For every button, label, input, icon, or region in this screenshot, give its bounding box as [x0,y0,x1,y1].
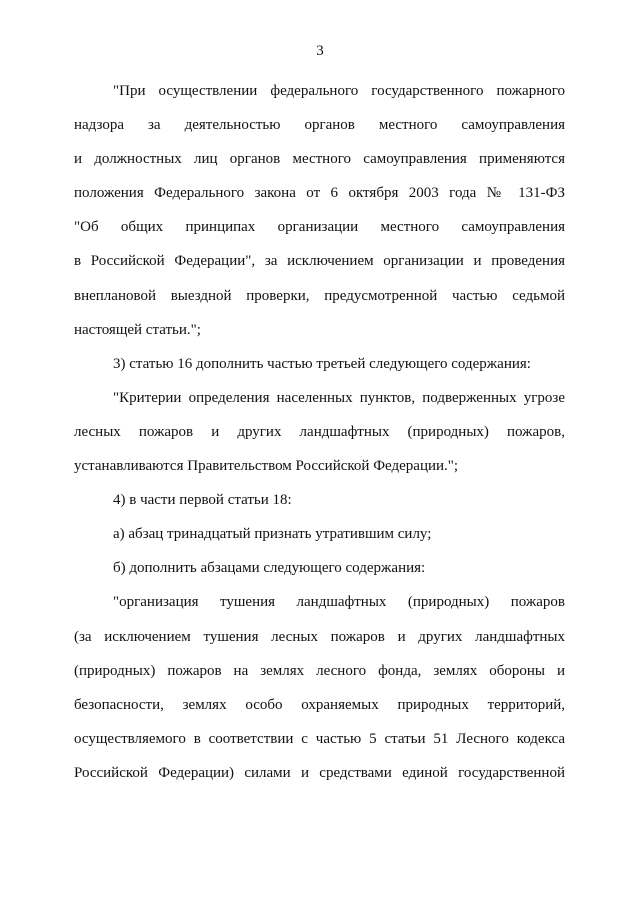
text-line: "Критерии определения населенных пунктов, подверженных угрозе [113,389,565,406]
text-line: Российской Федерации) силами и средствами единой государственной [74,764,565,781]
text-line: "Об общих принципах организации местного самоуправления [74,219,565,236]
text-line: устанавливаются Правительством Российской Федерации."; [74,458,459,475]
text-line: в Российской Федерации", за исключением организации и проведения [74,253,565,270]
text-line: и должностных лиц органов местного самоуправления применяются [74,151,565,168]
text-line: "организация тушения ландшафтных (природных) пожаров [113,594,565,611]
text-line: осуществляемого в соответствии с частью 5 статьи 51 Лесного кодекса [74,730,565,747]
text-line: лесных пожаров и других ландшафтных (природных) пожаров, [74,423,565,440]
paragraph-item-4b [74,551,565,585]
text-line: (за исключением тушения лесных пожаров и других ландшафтных [74,628,565,645]
paragraph-quote-fire-supervision [74,74,565,347]
text-line: положения Федерального закона от 6 октября 2003 года № 131-ФЗ [74,185,565,202]
document-body [74,74,565,790]
text-line: "При осуществлении федерального государственного пожарного [113,83,565,99]
text-line: а) абзац тринадцатый признать утратившим силу; [113,526,432,543]
text-line: внеплановой выездной проверки, предусмотренной частью седьмой [74,287,565,304]
text-line: (природных) пожаров на землях лесного фонда, землях обороны и [74,662,565,679]
paragraph-item-3 [74,347,565,381]
text-line: безопасности, землях особо охраняемых природных территорий, [74,696,565,713]
text-line: б) дополнить абзацами следующего содержания: [113,560,426,577]
paragraph-quote-extinguishing [74,585,565,790]
page-number: 3 [316,43,324,59]
paragraph-quote-criteria [74,381,565,483]
paragraph-item-4 [74,483,565,517]
paragraph-item-4a [74,517,565,551]
text-line: настоящей статьи."; [74,321,201,338]
text-line: 4) в части первой статьи 18: [113,492,292,509]
text-line: 3) статью 16 дополнить частью третьей следующего содержания: [113,355,531,372]
text-line: надзора за деятельностью органов местного самоуправления [74,117,565,134]
